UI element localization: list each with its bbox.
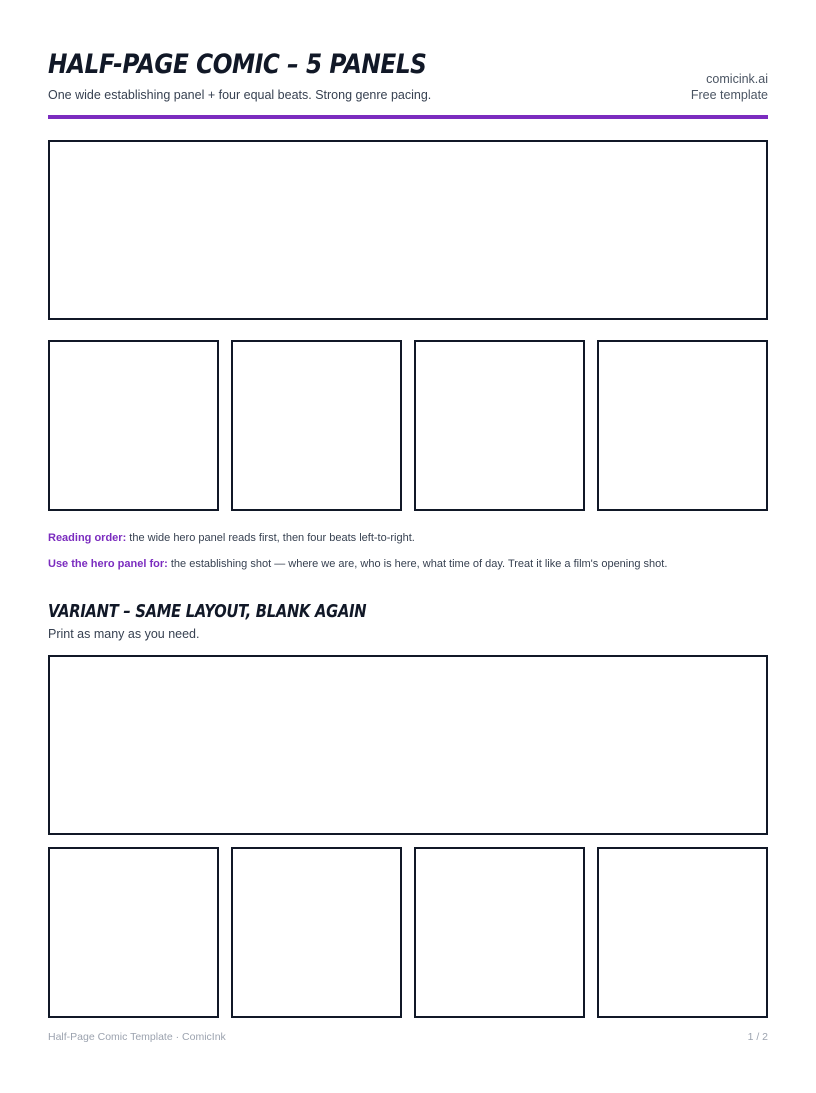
variant-beat-panel-2 [231, 847, 402, 1018]
beat-panel-1 [48, 340, 219, 511]
brand-note: Free template [690, 88, 768, 102]
variant-beat-panel-1 [48, 847, 219, 1018]
hero-usage-text: the establishing shot — where we are, who is here, what time of day. Treat it like a film's opening shot. [167, 558, 668, 570]
reading-order-text: the wide hero panel reads first, then four beats left-to-right. [126, 532, 415, 544]
hero-usage-note [48, 558, 667, 570]
brand-name: comicink.ai [706, 72, 768, 86]
variant-subtitle: Print as many as you need. [48, 627, 200, 641]
footer-credit: Half-Page Comic Template · ComicInk [48, 1031, 226, 1043]
page-number: 1 / 2 [747, 1031, 768, 1043]
beat-panel-2 [231, 340, 402, 511]
page-title: HALF-PAGE COMIC – 5 PANELS [48, 49, 427, 80]
reading-order-label: Reading order: [48, 532, 127, 544]
variant-beat-panel-4 [597, 847, 768, 1018]
header-divider [48, 115, 768, 119]
page-subtitle: One wide establishing panel + four equal beats. Strong genre pacing. [48, 88, 432, 102]
variant-title: VARIANT – SAME LAYOUT, BLANK AGAIN [48, 602, 367, 622]
beat-panel-3 [414, 340, 585, 511]
variant-hero-panel [48, 655, 768, 835]
beat-panel-4 [597, 340, 768, 511]
hero-panel [48, 140, 768, 320]
variant-beat-panel-3 [414, 847, 585, 1018]
brand-block [691, 71, 768, 103]
hero-usage-label: Use the hero panel for: [48, 558, 168, 570]
reading-order-note [48, 532, 415, 544]
